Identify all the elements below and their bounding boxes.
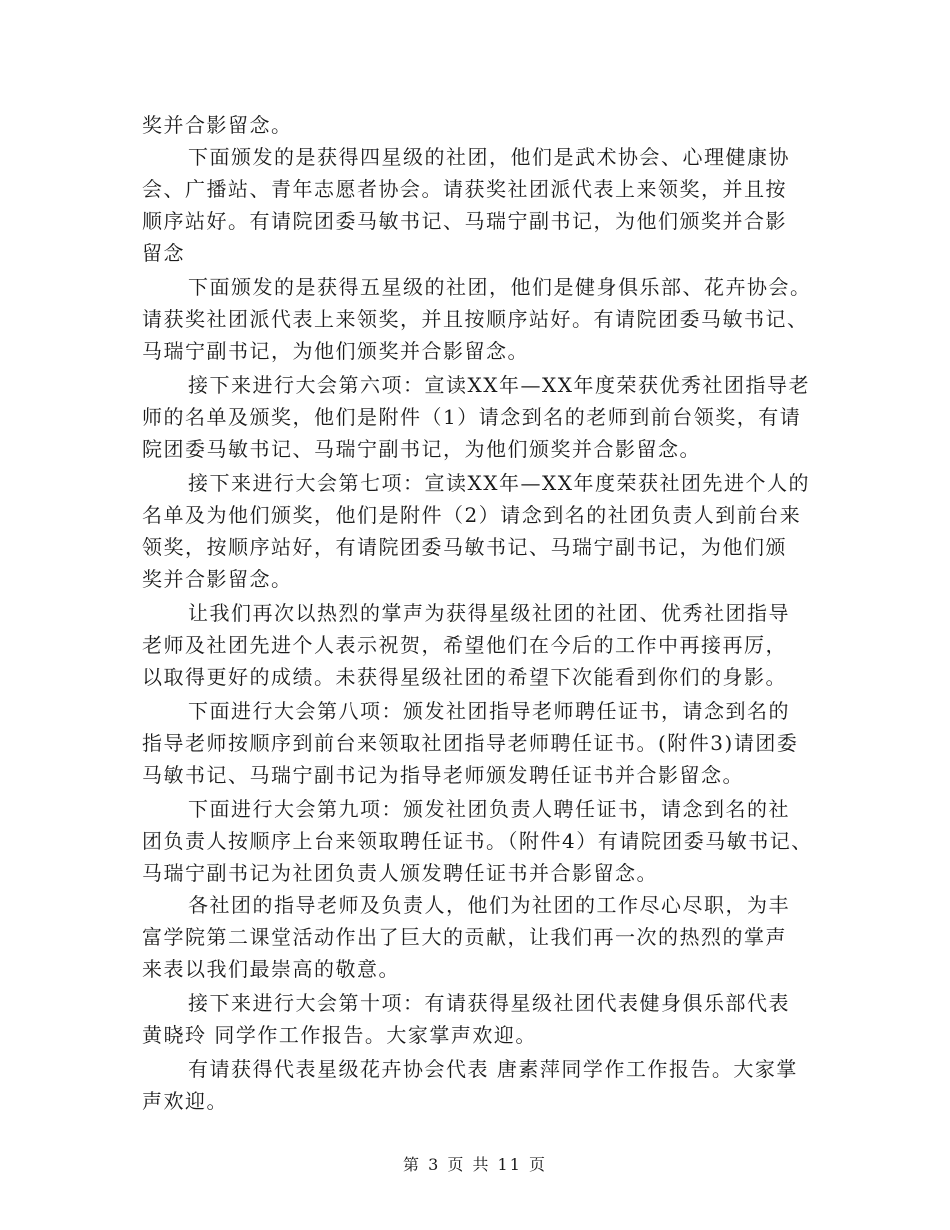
text-line: 下面进行大会第八项：颁发社团指导老师聘任证书，请念到名的: [188, 699, 790, 723]
text-line: 顺序站好。有请院团委马敏书记、马瑞宁副书记，为他们颁奖并合影: [142, 209, 787, 233]
text-line: 院团委马敏书记、马瑞宁副书记，为他们颁奖并合影留念。: [142, 437, 701, 461]
text-line: 指导老师按顺序到前台来领取社团指导老师聘任证书。(附件3)请团委: [142, 731, 799, 755]
text-line: 马瑞宁副书记为社团负责人颁发聘任证书并合影留念。: [142, 861, 658, 885]
text-line: 马敏书记、马瑞宁副书记为指导老师颁发聘任证书并合影留念。: [142, 763, 744, 787]
text-line: 下面颁发的是获得四星级的社团，他们是武术协会、心理健康协: [188, 145, 790, 169]
text-line: 以取得更好的成绩。未获得星级社团的希望下次能看到你们的身影。: [142, 665, 787, 689]
text-line: 奖并合影留念。: [142, 113, 293, 137]
text-line: 会、广播站、青年志愿者协会。请获奖社团派代表上来领奖，并且按: [142, 177, 787, 201]
text-line: 下面颁发的是获得五星级的社团，他们是健身俱乐部、花卉协会。: [188, 275, 812, 299]
text-line: 接下来进行大会第十项：有请获得星级社团代表健身俱乐部代表: [188, 991, 790, 1015]
text-line: 下面进行大会第九项：颁发社团负责人聘任证书，请念到名的社: [188, 797, 790, 821]
text-line: 老师及社团先进个人表示祝贺，希望他们在今后的工作中再接再厉，: [142, 633, 787, 657]
text-line: 接下来进行大会第七项：宣读XX年—XX年度荣获社团先进个人的: [188, 471, 810, 495]
text-line: 师的名单及颁奖，他们是附件（1）请念到名的老师到前台领奖，有请: [142, 405, 802, 429]
text-line: 马瑞宁副书记，为他们颁奖并合影留念。: [142, 339, 529, 363]
text-line: 各社团的指导老师及负责人，他们为社团的工作尽心尽职，为丰: [188, 893, 790, 917]
text-line: 接下来进行大会第六项：宣读XX年—XX年度荣获优秀社团指导老: [188, 373, 810, 397]
text-line: 团负责人按顺序上台来领取聘任证书。（附件4）有请院团委马敏书记、: [142, 829, 813, 853]
text-line: 名单及为他们颁奖，他们是附件（2）请念到名的社团负责人到前台来: [142, 503, 802, 527]
text-line: 奖并合影留念。: [142, 567, 293, 591]
text-line: 声欢迎。: [142, 1089, 228, 1113]
page-number-footer: 第 3 页 共 11 页: [403, 1155, 547, 1174]
text-line: 留念: [142, 241, 185, 265]
text-line: 黄晓玲 同学作工作报告。大家掌声欢迎。: [142, 1023, 537, 1047]
text-line: 有请获得代表星级花卉协会代表 唐素萍同学作工作报告。大家掌: [188, 1057, 798, 1081]
text-line: 让我们再次以热烈的掌声为获得星级社团的社团、优秀社团指导: [188, 601, 790, 625]
text-line: 富学院第二课堂活动作出了巨大的贡献，让我们再一次的热烈的掌声: [142, 925, 787, 949]
text-line: 请获奖社团派代表上来领奖，并且按顺序站好。有请院团委马敏书记、: [142, 307, 809, 331]
text-line: 领奖，按顺序站好，有请院团委马敏书记、马瑞宁副书记，为他们颁: [142, 535, 787, 559]
text-line: 来表以我们最崇高的敬意。: [142, 957, 400, 981]
